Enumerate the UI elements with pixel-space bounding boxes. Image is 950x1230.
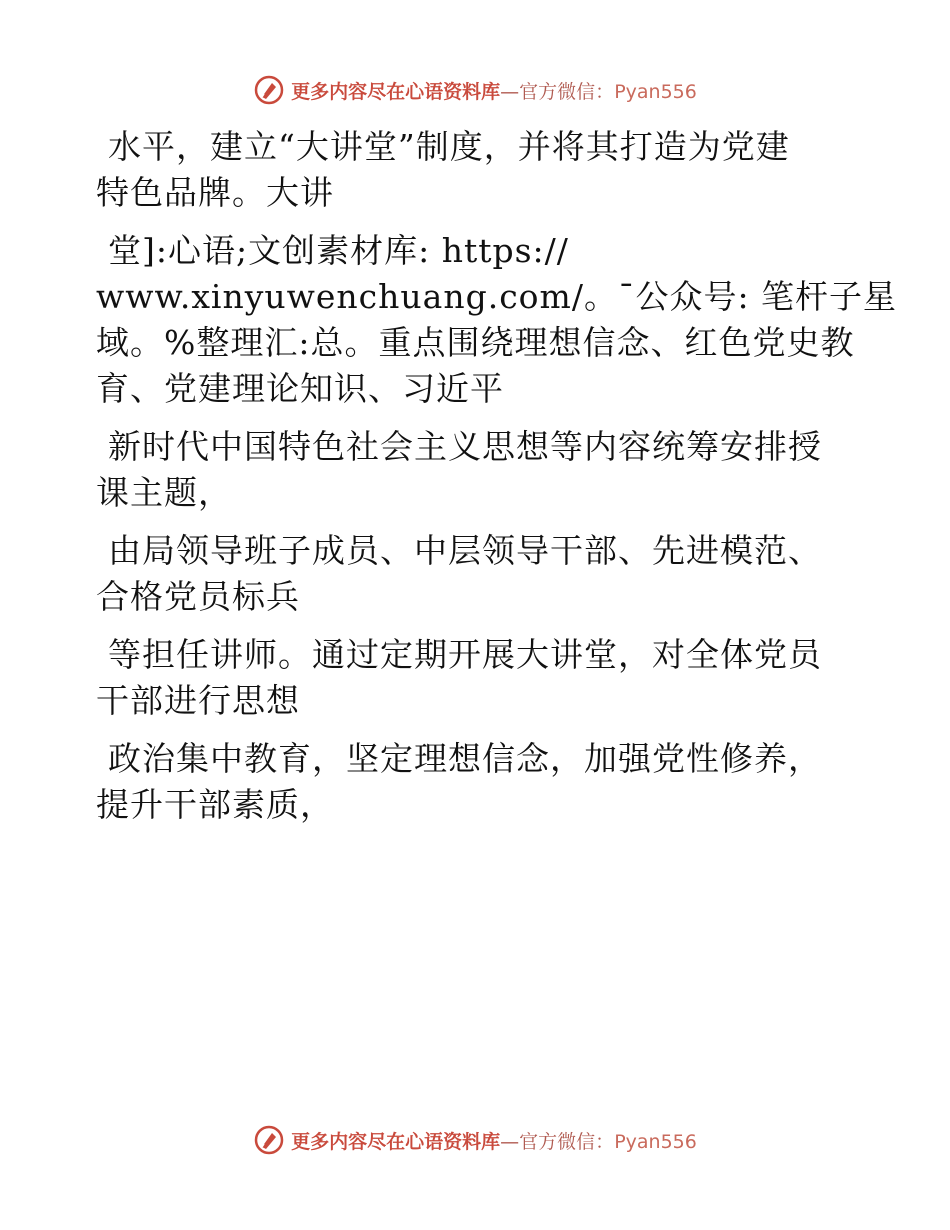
watermark-brand-text: 更多内容尽在心语资料库 <box>291 1130 501 1153</box>
text-line: www.xinyuwenchuang.com/。¯公众号: 笔杆子星 <box>96 277 898 316</box>
paragraph <box>96 424 876 516</box>
watermark-brand-text: 更多内容尽在心语资料库 <box>291 80 501 103</box>
paragraph <box>96 528 876 620</box>
text-line: 特色品牌。大讲 <box>96 173 334 212</box>
header-watermark <box>0 70 950 110</box>
watermark-wechat-label: 官方微信： <box>519 80 615 103</box>
pen-nib-logo-icon <box>253 74 285 106</box>
text-line: 合格党员标兵 <box>96 577 300 616</box>
pen-nib-logo-icon <box>253 1124 285 1156</box>
text-line: 政治集中教育，坚定理想信念，加强党性修养， <box>108 739 822 778</box>
paragraph <box>96 124 876 216</box>
watermark-wechat-label: 官方微信： <box>519 1130 615 1153</box>
paragraph <box>96 632 876 724</box>
footer-watermark <box>0 1120 950 1160</box>
paragraph <box>96 228 898 412</box>
text-line: 域。%整理汇:总。重点围绕理想信念、红色党史教 <box>96 323 855 362</box>
paragraph <box>96 736 876 828</box>
watermark-dash: — <box>500 1130 520 1153</box>
document-body <box>96 124 898 840</box>
watermark-wechat-id: Pyan556 <box>614 80 697 103</box>
text-line: 新时代中国特色社会主义思想等内容统筹安排授 <box>108 427 822 466</box>
text-line: 课主题， <box>96 473 232 512</box>
watermark-dash: — <box>500 80 520 103</box>
watermark-wechat-id: Pyan556 <box>614 1130 697 1153</box>
text-line: 等担任讲师。通过定期开展大讲堂，对全体党员 <box>108 635 822 674</box>
text-line: 育、党建理论知识、习近平 <box>96 369 504 408</box>
text-line: 水平，建立“大讲堂”制度，并将其打造为党建 <box>108 127 790 166</box>
text-line: 干部进行思想 <box>96 681 300 720</box>
text-line: 由局领导班子成员、中层领导干部、先进模范、 <box>108 531 822 570</box>
text-line: 堂]:心语;文创素材库: https:// <box>108 231 569 270</box>
text-line: 提升干部素质， <box>96 785 334 824</box>
